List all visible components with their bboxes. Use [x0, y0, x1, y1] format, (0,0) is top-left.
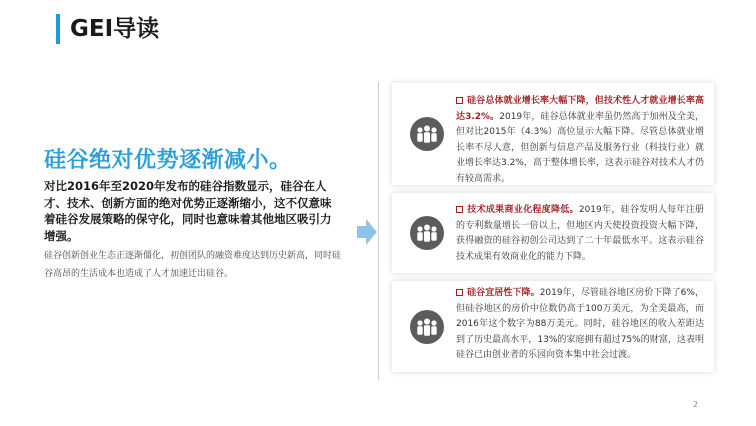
summary-bold-paragraph: 对比2016年至2020年发布的硅谷指数显示，硅谷在人才、技术、创新方面的绝对优势正逐渐缩小，这不仅意味着硅谷发展策略的保守化，同时也意味着其他地区吸引力增强。: [44, 179, 332, 243]
summary-small-paragraph: 硅谷创新创业生态正逐渐僵化，初创团队的融资难度达到历史新高，同时硅谷高昂的生活成本也造成了人才加速迁出硅谷。: [44, 251, 342, 279]
square-bullet-icon: [456, 289, 463, 296]
card-text: [456, 286, 704, 364]
card-body: 2019年，尽管硅谷地区房价下降了6%，但硅谷地区的房价中位数仍高于100万美元，为全美最高，而2016年这个数字为88万美元。同时，硅谷地区的收入差距达到了历史最高水平，13%的家庭拥有超过75%的财富，这表明硅谷已由创业者的乐园向资本集中社会过渡。: [456, 288, 704, 360]
square-bullet-icon: [456, 206, 463, 213]
card-text: [456, 94, 704, 187]
page-title: GEI导读: [70, 16, 160, 42]
title-accent-bar: [56, 14, 60, 44]
people-group-icon: [410, 216, 444, 250]
people-group-icon: [410, 117, 444, 151]
headline: 硅谷绝对优势逐渐减小。: [44, 148, 292, 173]
card-highlight: 技术成果商业化程度降低。: [467, 205, 579, 215]
people-group-icon: [410, 310, 444, 344]
info-card-livability: [392, 281, 714, 372]
arrow-right-icon: [357, 219, 377, 245]
card-body: 2019年，硅谷发明人每年注册的专利数量增长一倍以上，但地区内天使投资投资大幅下降，获得融资的硅谷初创公司达到了二十年最低水平。这表示硅谷技术成果有效商业化的能力下降。: [456, 205, 704, 262]
square-bullet-icon: [456, 97, 463, 104]
card-highlight: 硅谷总体就业增长率大幅下降，但技术性人才就业增长率高达3.2%。: [456, 96, 704, 122]
card-highlight: 硅谷宜居性下降。: [467, 288, 540, 298]
page-number: 2: [693, 400, 699, 409]
vertical-divider: [378, 82, 379, 380]
info-card-commercialization: [392, 193, 714, 273]
card-body: 2019年，硅谷总体就业率虽仍然高于加州及全美，但对比2015年（4.3%）高位显示大幅下降。尽管总体就业增长率不尽人意，但创新与信息产品及服务行业（科技行业）就业增长率达3.2%，高于整体增长率，这表示硅谷对技术人才仍有较高需求。: [456, 111, 705, 184]
info-card-employment: [392, 83, 714, 185]
card-text: [456, 203, 704, 265]
